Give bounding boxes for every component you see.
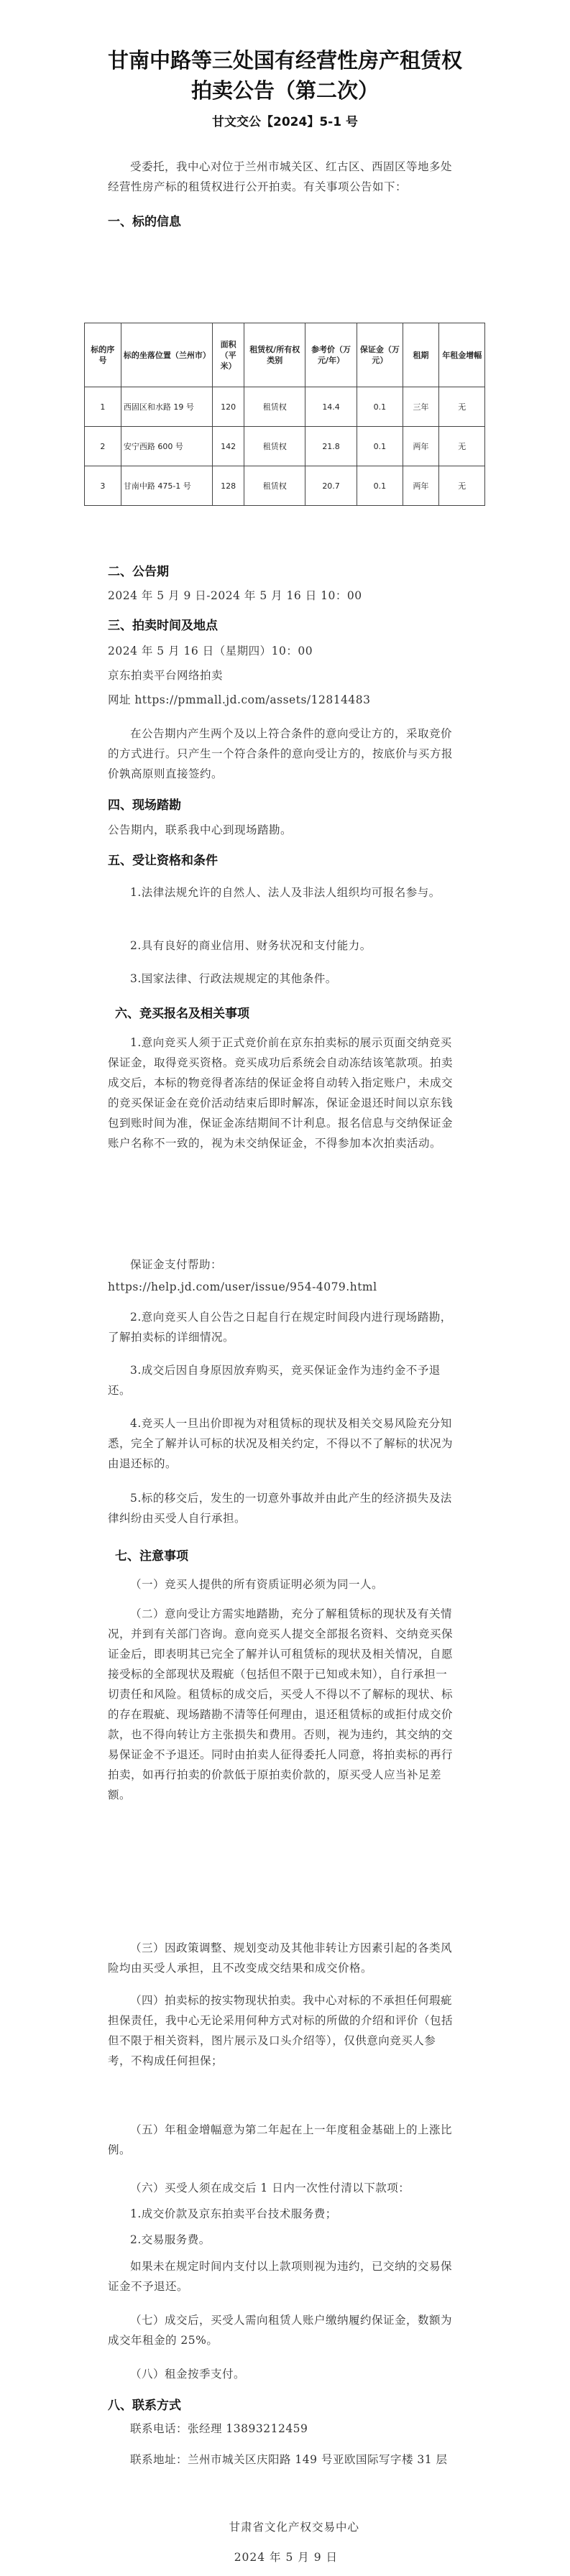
qualification-item: 2.具有良好的商业信用、财务状况和支付能力。 [130,939,372,952]
column-header: 年租金增幅 [439,323,485,387]
table-row [85,387,485,427]
lots-table [84,323,485,506]
announcement-period: 2024 年 5 月 9 日-2024 年 5 月 16 日 10：00 [108,589,362,602]
section-3-heading: 三、拍卖时间及地点 [108,619,218,633]
table-cell: 2 [85,427,121,466]
table-cell: 0.1 [357,427,403,466]
table-cell: 120 [212,387,244,427]
table-cell: 安宁西路 600 号 [121,427,212,466]
bidding-item-3: 3.成交后因自身原因放弃购买，竞买保证金作为违约金不予退还。 [108,1364,441,1397]
table-cell: 20.7 [305,466,357,506]
table-row [85,427,485,466]
notice-item-1: （一）竞买人提供的所有资质证明必须为同一人。 [130,1578,384,1591]
qualification-item: 3.国家法律、行政法规规定的其他条件。 [130,972,337,985]
table-cell: 无 [439,466,485,506]
table-cell: 租赁权 [244,387,305,427]
column-header: 保证金（万元） [357,323,403,387]
column-header: 标的坐落位置（兰州市） [121,323,212,387]
notice-item-4: （四）拍卖标的按实物现状拍卖。我中心对标的不承担任何瑕疵担保责任，我中心无论采用何种方式对标的所做的介绍和评价（包括但不限于相关资料，图片展示及口头介绍等），仅供意向竞买人参考，不构成任何担保； [108,1994,454,2067]
table-cell: 142 [212,427,244,466]
column-header: 标的序号 [85,323,121,387]
title-line-1: 甘南中路等三处国有经营性房产租赁权 [107,48,462,73]
intro-paragraph: 受委托，我中心对位于兰州市城关区、红古区、西固区等地多处经营性房产标的租赁权进行公开拍卖。有关事项公告如下： [108,160,453,193]
section-4-heading: 四、现场踏勘 [108,798,181,813]
column-header: 面积（平米） [212,323,244,387]
auction-url[interactable]: 网址 https://pmmall.jd.com/assets/12814483 [108,693,371,706]
contact-phone: 联系电话：张经理 13893212459 [130,2422,308,2435]
qualification-item: 1.法律法规允许的自然人、法人及非法人组织均可报名参与。 [130,886,441,899]
column-header: 租期 [403,323,439,387]
auction-time: 2024 年 5 月 16 日（星期四）10：00 [108,645,313,657]
section-7-heading: 七、注意事项 [115,1549,188,1564]
section-6-heading: 六、竞买报名及相关事项 [115,1007,249,1021]
table-cell: 0.1 [357,387,403,427]
bidding-item-5: 5.标的移交后，发生的一切意外事故并由此产生的经济损失及法律纠纷由买受人自行承担。 [108,1492,452,1525]
notice-item-6a: 1.成交价款及京东拍卖平台技术服务费； [130,2207,337,2220]
table-cell: 0.1 [357,466,403,506]
notice-item-8: （八）租金按季支付。 [130,2368,246,2381]
notice-item-6b: 2.交易服务费。 [130,2233,211,2246]
notice-item-6: （六）买受人须在成交后 1 日内一次性付清以下款项： [130,2182,410,2194]
table-cell: 21.8 [305,427,357,466]
table-cell: 3 [85,466,121,506]
table-cell: 1 [85,387,121,427]
table-cell: 两年 [403,427,439,466]
notice-item-6c: 如果未在规定时间内支付以上款项则视为违约，已交纳的交易保证金不予退还。 [108,2260,453,2293]
table-row [85,466,485,506]
column-header: 参考价（万元/年） [305,323,357,387]
notice-item-2: （二）意向受让方需实地踏勘，充分了解租赁标的现状及有关情况，并到有关部门咨询。意向竞买人提交全部报名资料、交纳竞买保证金后，即表明其已完全了解并认可租赁标的现状及相关情况，自愿接受标的全部现状及瑕疵（包括但不限于已知或未知），自行承担一切责任和风险。租赁标的成交后，买受人不得以不了解标的现状、标的存在瑕疵、现场踏勘不清等任何理由，退还租赁标的或拒付成交价款，也不得向转让方主张损失和费用。否则，视为违约，其交纳的交易保证金不予退还。同时由拍卖人征得委托人同意，将拍卖标的再行拍卖，如再行拍卖的价款低于原拍卖价款的，原买受人应当补足差额。 [108,1607,454,1801]
bidding-item-2: 2.意向竞买人自公告之日起自行在规定时间段内进行现场踏勘，了解拍卖标的详细情况。 [108,1311,452,1344]
site-visit-text: 公告期内，联系我中心到现场踏勘。 [108,823,293,836]
notice-item-5: （五）年租金增幅意为第二年起在上一年度租金基础上的上涨比例。 [108,2123,453,2156]
table-header-row [85,323,485,387]
table-cell: 无 [439,427,485,466]
section-2-heading: 二、公告期 [108,565,169,579]
table-cell: 两年 [403,466,439,506]
bidding-rule-paragraph: 在公告期内产生两个及以上符合条件的意向受让方的，采取竞价的方式进行。只产生一个符合条件的意向受让方的，按底价与买方报价孰高原则直接签约。 [108,727,454,780]
table-cell: 14.4 [305,387,357,427]
table-cell: 租赁权 [244,427,305,466]
bidding-item-4: 4.竞买人一旦出价即视为对租赁标的现状及相关交易风险充分知悉，完全了解并认可标的状况及相关约定，不得以不了解标的状况为由退还标的。 [108,1417,454,1470]
section-8-heading: 八、联系方式 [108,2399,181,2413]
contact-address: 联系地址：兰州市城关区庆阳路 149 号亚欧国际写字楼 31 层 [130,2453,448,2466]
section-1-heading: 一、标的信息 [108,215,181,229]
table-cell: 无 [439,387,485,427]
table-cell: 128 [212,466,244,506]
notice-item-3: （三）因政策调整、规划变动及其他非转让方因素引起的各类风险均由买受人承担，且不改变成交结果和成交价格。 [108,1942,453,1975]
table-cell: 三年 [403,387,439,427]
notice-item-7: （七）成交后，买受人需向租赁人账户缴纳履约保证金，数额为成交年租金的 25%。 [108,2314,453,2347]
issue-date: 2024 年 5 月 9 日 [234,2551,338,2564]
column-header: 租赁权/所有权类别 [244,323,305,387]
deposit-help-url[interactable]: https://help.jd.com/user/issue/954-4079.html [108,1280,377,1293]
table-cell: 租赁权 [244,466,305,506]
document-number: 甘文交公【2024】5-1 号 [212,115,358,129]
deposit-help-label: 保证金支付帮助： [130,1258,223,1271]
issuing-organization: 甘肃省文化产权交易中心 [229,2521,359,2534]
auction-platform: 京东拍卖平台网络拍卖 [108,669,224,682]
section-5-heading: 五、受让资格和条件 [108,854,218,868]
table-cell: 西固区和水路 19 号 [121,387,212,427]
table-cell: 甘南中路 475-1 号 [121,466,212,506]
bidding-item-1: 1.意向竞买人须于正式竞价前在京东拍卖标的展示页面交纳竞买保证金，取得竞买资格。竞买成功后系统会自动冻结该笔款项。拍卖成交后，本标的物竞得者冻结的保证金将自动转入指定账户，未成交的竞买保证金在竞价活动结束后即时解冻，保证金退还时间以京东钱包到账时间为准，保证金冻结期间不计利息。报名信息与交纳保证金账户名称不一致的，视为未交纳保证金，不得参加本次拍卖活动。 [108,1036,454,1150]
title-line-2: 拍卖公告（第二次） [190,78,379,103]
